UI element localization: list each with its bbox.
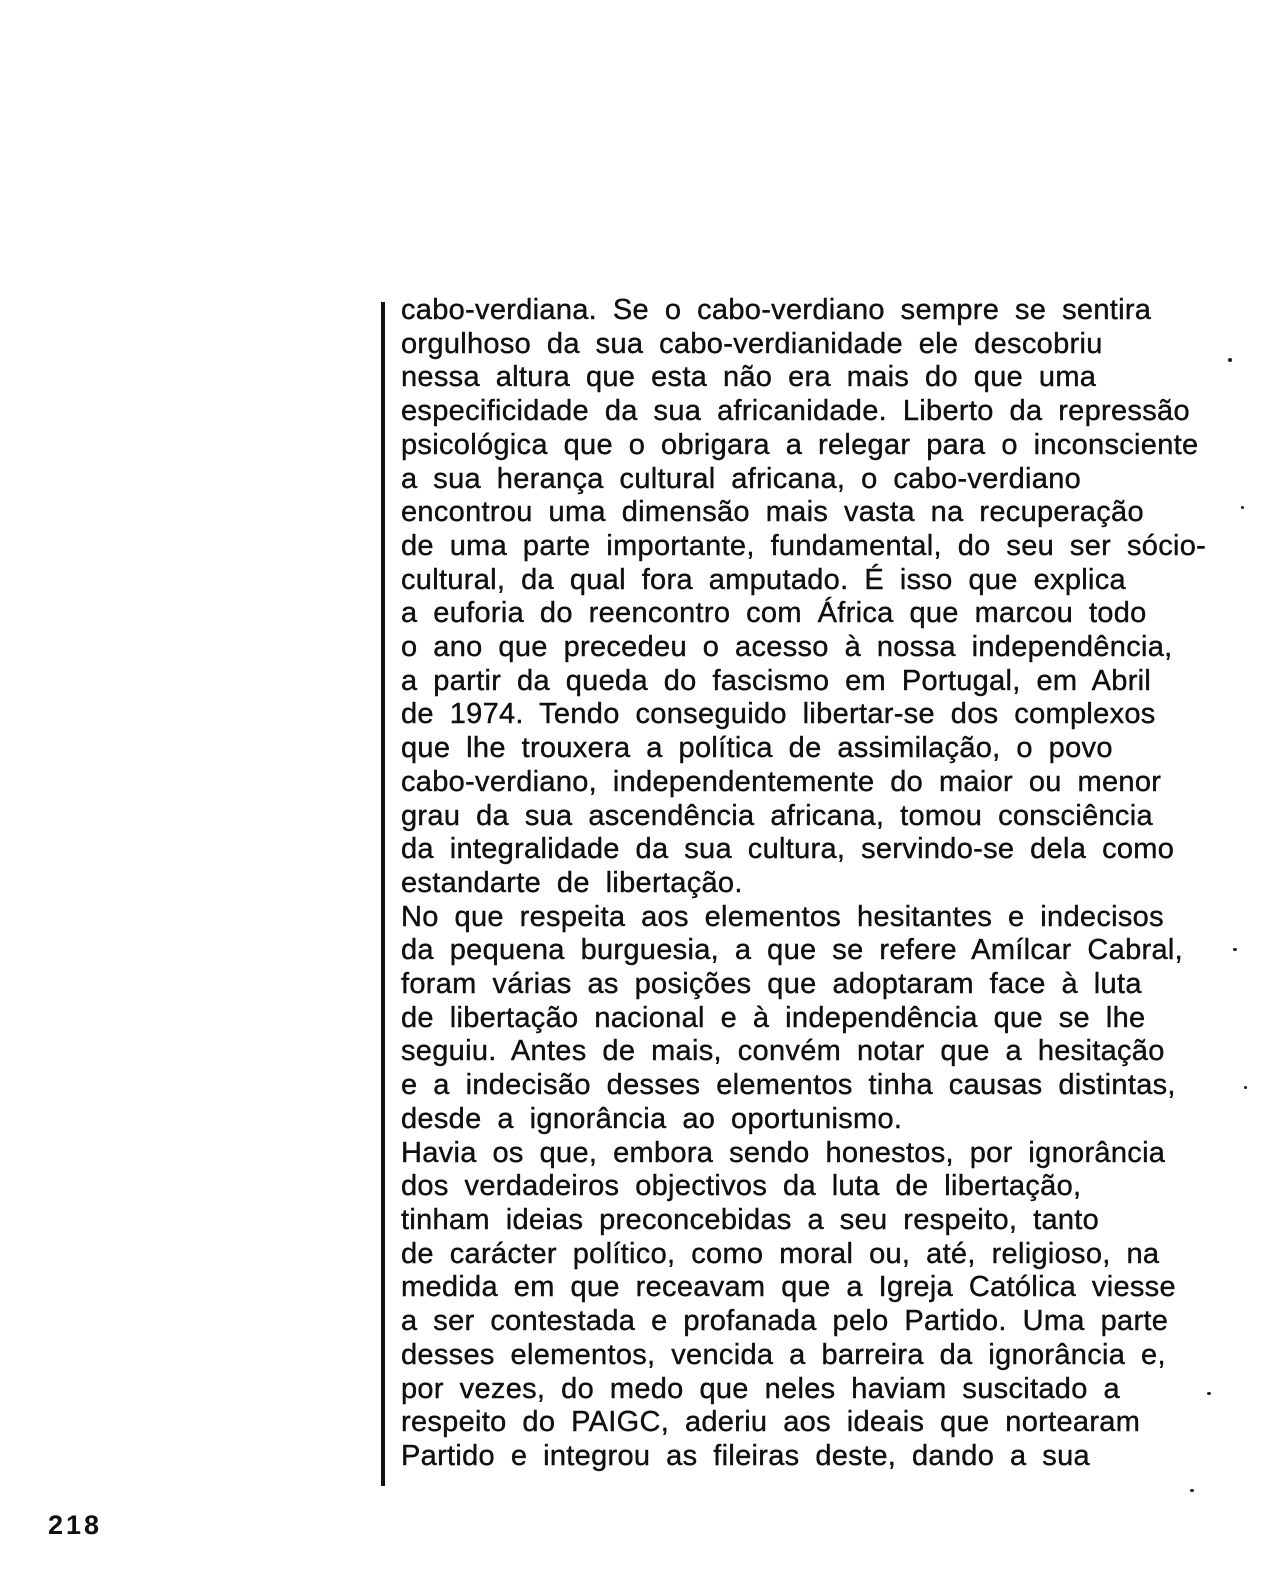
scan-speck [1244,1086,1247,1089]
text-line: tinham ideias preconcebidas a seu respeito, tanto [401,1203,1100,1236]
scan-speck [1233,948,1237,951]
text-line: grau da sua ascendência africana, tomou consciência [401,799,1153,832]
scan-speck [1241,506,1244,509]
text-line: cabo-verdiano, independentemente do maior ou menor [401,765,1162,798]
text-line: medida em que receavam que a Igreja Católica viesse [401,1271,1176,1304]
text-line: respeito do PAIGC, aderiu aos ideais que nortearam [401,1406,1141,1439]
text-line: a ser contestada e profanada pelo Partido. Uma parte [401,1305,1169,1338]
scan-speck [1228,358,1232,362]
text-line: cabo-verdiana. Se o cabo-verdiano sempre se sentira [401,294,1152,326]
text-line: estandarte de libertação. [401,866,743,899]
scan-speck [1190,1489,1194,1492]
text-line: desses elementos, vencida a barreira da ignorância e, [401,1338,1166,1371]
text-line: seguiu. Antes de mais, convém notar que a hesitação [401,1035,1165,1068]
text-line: de carácter político, como moral ou, até, religioso, na [401,1237,1160,1270]
text-line: psicológica que o obrigara a relegar para o inconsciente [401,428,1199,461]
text-line: da pequena burguesia, a que se refere Amílcar Cabral, [401,934,1184,967]
text-line: de libertação nacional e à independência que se lhe [401,1001,1146,1034]
text-line: orgulhoso da sua cabo-verdianidade ele descobriu [401,327,1103,360]
text-line: cultural, da qual fora amputado. É isso que explica [401,563,1126,596]
text-line: de 1974. Tendo conseguido libertar-se dos complexos [401,698,1156,731]
page-number: 218 [48,1510,103,1540]
text-line: a partir da queda do fascismo em Portugal, em Abril [401,664,1152,697]
text-line: dos verdadeiros objectivos da luta de libertação, [401,1170,1082,1203]
text-line: No que respeita aos elementos hesitantes e indecisos [401,900,1164,933]
scan-speck [1207,1392,1211,1395]
text-line: Havia os que, embora sendo honestos, por ignorância [401,1136,1166,1169]
text-line: encontrou uma dimensão mais vasta na recuperação [401,496,1144,529]
text-line: e a indecisão desses elementos tinha causas distintas, [401,1069,1176,1102]
text-line: especificidade da sua africanidade. Liberto da repressão [401,395,1190,428]
text-line: desde a ignorância ao oportunismo. [401,1102,903,1135]
text-line: de uma parte importante, fundamental, do seu ser sócio- [401,529,1207,562]
text-line: por vezes, do medo que neles haviam suscitado a [401,1372,1120,1405]
text-line: Partido e integrou as fileiras deste, dando a sua [401,1439,1090,1472]
text-line: nessa altura que esta não era mais do que uma [401,361,1097,394]
text-line: a sua herança cultural africana, o cabo-verdiano [401,462,1082,495]
text-line: que lhe trouxera a política de assimilação, o povo [401,732,1113,765]
left-margin-rule [381,302,385,1486]
text-line: a euforia do reencontro com África que marcou todo [401,597,1147,630]
text-line: foram várias as posições que adoptaram face à luta [401,968,1142,1001]
body-text-column [401,294,1256,1474]
text-line: da integralidade da sua cultura, servindo-se dela como [401,833,1175,866]
text-line: o ano que precedeu o acesso à nossa independência, [401,631,1173,664]
